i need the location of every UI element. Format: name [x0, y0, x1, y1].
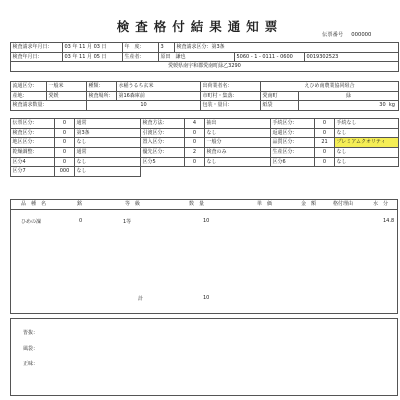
- grid-value: なし: [335, 157, 399, 167]
- grid-label: 地区区分：: [11, 138, 55, 148]
- grid-code: 4: [185, 119, 205, 129]
- grid-code: 0: [55, 138, 75, 148]
- municipality-value: 愛南町: [261, 91, 299, 101]
- grid-value: 検査のみ: [205, 148, 271, 158]
- inspection-date-value: 03 年 11 月 05 日: [63, 52, 123, 62]
- fiscal-year-label: 年 度：: [123, 43, 159, 53]
- grid-value: なし: [75, 157, 141, 167]
- grid-code: 0: [185, 138, 205, 148]
- grid-code: 0: [315, 148, 335, 158]
- producer-name: 原田 謙也: [159, 52, 235, 62]
- quantity-value: 10: [87, 101, 201, 111]
- origin-label: 産地：: [11, 91, 47, 101]
- header-grade: 等 級: [125, 200, 141, 207]
- distribution-value: 一般米: [47, 82, 87, 92]
- grid-empty-cell: [141, 167, 399, 177]
- municipality-label: 市町村・集落：: [201, 91, 261, 101]
- item-code: 0: [79, 218, 83, 224]
- total-value: 10: [203, 295, 210, 301]
- remark-label: 風袋：: [23, 346, 39, 352]
- quality-highlight: プレミアムクオリティ: [335, 138, 399, 148]
- grid-code: 2: [185, 148, 205, 158]
- request-category: 検査請求区分：第3条: [175, 43, 399, 53]
- grid-value: 手続なし: [335, 119, 399, 129]
- producer-label: 生産者：: [123, 52, 159, 62]
- header-variety: 品 種 名: [21, 200, 47, 207]
- grid-value: なし: [335, 148, 399, 158]
- grid-label: 引渡区分：: [141, 128, 185, 138]
- grid-row: [11, 128, 399, 138]
- grid-value: 通常: [75, 119, 141, 129]
- packaging-weight: [299, 101, 399, 111]
- header-table: [10, 42, 399, 72]
- items-area: [10, 208, 398, 314]
- product-table: [10, 81, 399, 111]
- grid-code: 0: [315, 119, 335, 129]
- slip-number: [322, 30, 371, 38]
- shipper-label: 出荷業者名：: [201, 82, 261, 92]
- quantity-label: 検査請求数量：: [11, 101, 87, 111]
- grid-code: 0: [55, 148, 75, 158]
- header-quantity: 数 量: [189, 200, 205, 207]
- grid-label: 区分4: [11, 157, 55, 167]
- header-grading-reason: 格付理由: [333, 200, 354, 207]
- packaging-value: 紙袋: [261, 101, 299, 111]
- variety-type-label: 種類：: [87, 82, 117, 92]
- variety-type-value: 水稲うるち玄米: [117, 82, 201, 92]
- grid-row: [11, 167, 399, 177]
- grid-label: 生産区分：: [271, 148, 315, 158]
- grid-code: 0: [315, 157, 335, 167]
- producer-number: 0019302523: [305, 52, 399, 62]
- kubun7-code: 000: [55, 167, 75, 177]
- packaging-label: 包装・量目：: [201, 101, 261, 111]
- grid-code: 0: [185, 157, 205, 167]
- slip-number-value: 000000: [351, 32, 372, 38]
- grid-code: 0: [55, 128, 75, 138]
- grid-value: 抽出: [205, 119, 271, 129]
- grid-label: 検査区分：: [11, 128, 55, 138]
- kubun7-value: なし: [75, 167, 141, 177]
- grid-row: [11, 157, 399, 167]
- remark-label: 正味：: [23, 361, 39, 367]
- place-value: 第16森庫前: [117, 91, 201, 101]
- item-grade: 1等: [123, 219, 132, 225]
- grid-label: 区分6: [271, 157, 315, 167]
- total-label: 計: [138, 296, 144, 302]
- packaging-weight-value: 30: [379, 102, 386, 109]
- grid-value: 一般分: [205, 138, 271, 148]
- grid-row: [11, 119, 399, 129]
- slip-number-label: 伝票番号: [322, 32, 344, 38]
- grid-label: 置入区分：: [141, 138, 185, 148]
- grid-label: 乾燥調整：: [11, 148, 55, 158]
- header-brand: 銘: [77, 200, 83, 207]
- fiscal-year-value: 3: [159, 43, 175, 53]
- header-moisture: 水 分: [373, 200, 389, 207]
- grid-code: 0: [315, 128, 335, 138]
- producer-code: 5060 - 1 - 0111 - 0600: [235, 52, 305, 62]
- grid-label: 区分5: [141, 157, 185, 167]
- grid-value: 通常: [75, 148, 141, 158]
- municipality-sub: 緑: [299, 91, 399, 101]
- page-title: 検査格付結果通知票: [116, 19, 284, 34]
- grid-code: 0: [185, 128, 205, 138]
- inspection-date-label: 検査年月日：: [11, 52, 63, 62]
- grid-value: 第3条: [75, 128, 141, 138]
- grid-code: 0: [55, 157, 75, 167]
- item-quantity: 10: [203, 218, 210, 224]
- grid-code: 0: [55, 119, 75, 129]
- producer-address: 愛媛県南宇和郡愛南町緑乙3290: [11, 62, 399, 72]
- origin-value: 愛媛: [47, 91, 87, 101]
- grid-label: 伝票区分：: [11, 119, 55, 129]
- grid-label: 返還区分：: [271, 128, 315, 138]
- remarks-box: [10, 318, 398, 396]
- distribution-label: 流通区分：: [11, 82, 47, 92]
- request-date-value: 03 年 11 月 03 日: [63, 43, 123, 53]
- grid-value: なし: [75, 138, 141, 148]
- remark-label: 皆抜：: [23, 330, 39, 336]
- packaging-weight-unit: kg: [388, 102, 395, 109]
- request-date-label: 検査請求年月日：: [11, 43, 63, 53]
- grid-value: なし: [205, 128, 271, 138]
- grid-value: なし: [205, 157, 271, 167]
- grid-label: 手続区分：: [271, 119, 315, 129]
- shipper-value: えひめ南農業協同組合: [261, 82, 399, 92]
- item-variety: ひめの凜: [21, 219, 42, 225]
- category-grid: [10, 118, 399, 177]
- grid-label: 検査方法：: [141, 119, 185, 129]
- grid-label: 品質区分：: [271, 138, 315, 148]
- item-moisture: 14.8: [383, 218, 395, 224]
- header-unit-price: 単 価: [257, 200, 273, 207]
- header-amount: 金 額: [301, 200, 317, 207]
- grid-code: 21: [315, 138, 335, 148]
- grid-value: なし: [335, 128, 399, 138]
- kubun7-label: 区分7: [11, 167, 55, 177]
- place-label: 検査場所：: [87, 91, 117, 101]
- grid-row: [11, 148, 399, 158]
- grid-label: 優先区分：: [141, 148, 185, 158]
- grid-row: [11, 138, 399, 148]
